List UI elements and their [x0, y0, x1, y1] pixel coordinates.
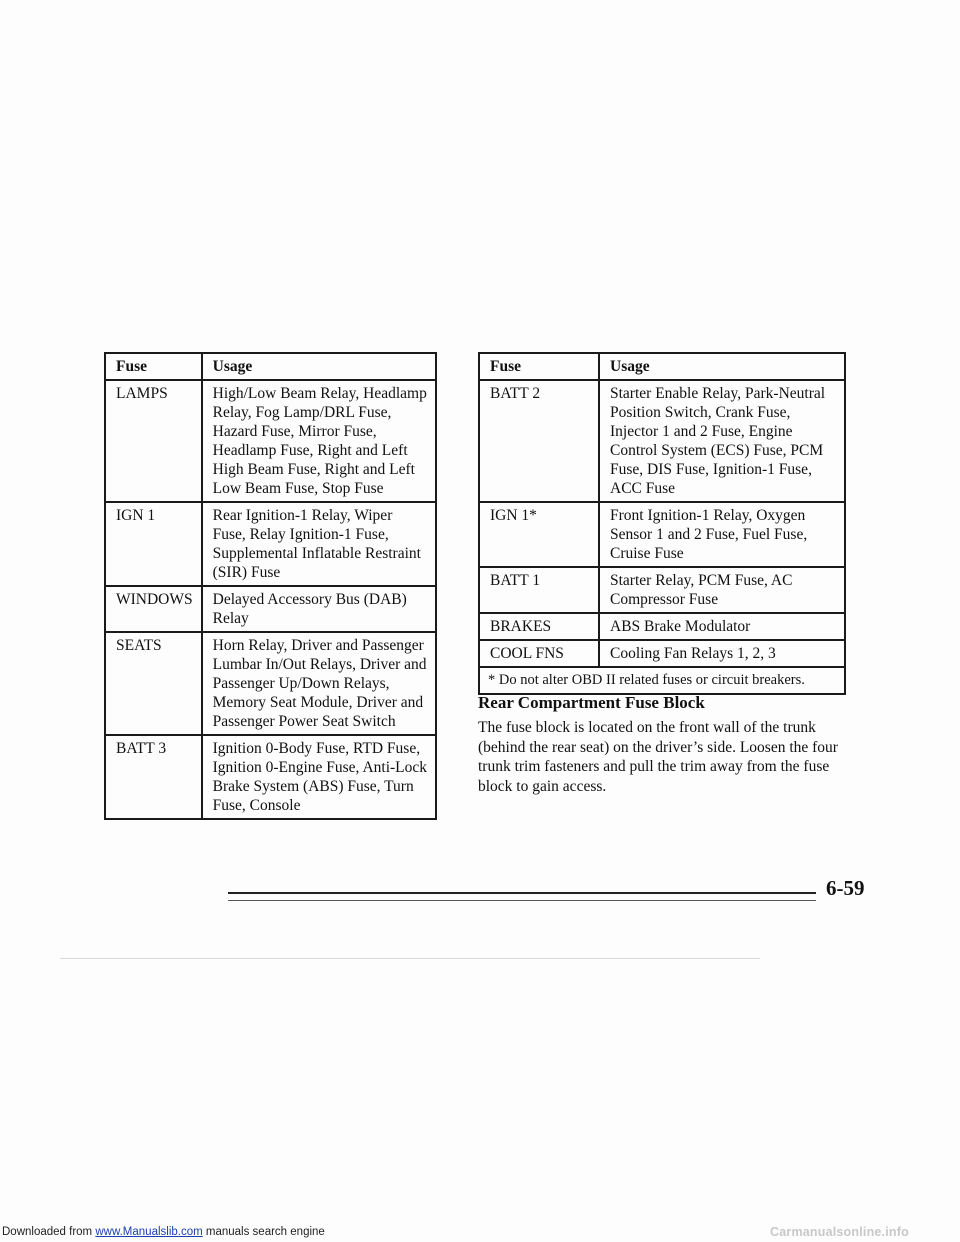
obd-footnote: * Do not alter OBD II related fuses or circuit breakers. — [479, 667, 845, 694]
banner-suffix: manuals search engine — [202, 1226, 325, 1238]
manualslib-link[interactable]: www.Manualslib.com — [95, 1226, 203, 1238]
usage-line: Rear Ignition-1 Relay, Wiper — [212, 507, 393, 524]
usage-line: Sensor 1 and 2 Fuse, Fuel Fuse, — [610, 526, 808, 543]
usage-line: Brake System (ABS) Fuse, Turn — [212, 778, 414, 795]
table-row — [105, 632, 436, 735]
usage-line: Control System (ECS) Fuse, PCM — [610, 442, 824, 459]
fuse-usage-cell — [599, 502, 845, 567]
table-row — [479, 640, 845, 667]
usage-line: Front Ignition-1 Relay, Oxygen — [610, 507, 806, 524]
usage-line: Fuse, DIS Fuse, Ignition-1 Fuse, — [610, 461, 812, 478]
fuse-name-cell: BATT 3 — [105, 735, 202, 819]
table-footnote-row — [479, 667, 845, 694]
usage-line: Ignition 0-Body Fuse, RTD Fuse, — [212, 740, 421, 757]
usage-line: Starter Relay, PCM Fuse, AC — [610, 572, 793, 589]
column-header-fuse: Fuse — [105, 353, 202, 380]
section-heading: Rear Compartment Fuse Block — [478, 693, 705, 712]
column-header-usage: Usage — [202, 353, 436, 380]
table-row — [105, 380, 436, 502]
fuse-table-left — [104, 352, 437, 820]
fuse-name-cell: IGN 1 — [105, 502, 202, 586]
fuse-usage-cell — [202, 632, 436, 735]
usage-line: ABS Brake Modulator — [610, 618, 751, 635]
table-row — [105, 502, 436, 586]
fuse-usage-cell — [202, 380, 436, 502]
usage-line: Lumbar In/Out Relays, Driver and — [212, 656, 427, 673]
usage-line: Delayed Accessory Bus (DAB) — [212, 591, 407, 608]
page-number: 6-59 — [826, 876, 865, 900]
column-header-fuse: Fuse — [479, 353, 599, 380]
usage-line: Position Switch, Crank Fuse, — [610, 404, 791, 421]
usage-line: Hazard Fuse, Mirror Fuse, — [212, 423, 377, 440]
table-header-row — [105, 353, 436, 380]
fuse-usage-cell — [599, 613, 845, 640]
watermark-text: Carmanualsonline.info — [770, 1225, 909, 1239]
fuse-name-cell: BRAKES — [479, 613, 599, 640]
usage-line: Headlamp Fuse, Right and Left — [212, 442, 408, 459]
usage-line: Low Beam Fuse, Stop Fuse — [212, 480, 384, 497]
table-row — [479, 567, 845, 613]
usage-line: High Beam Fuse, Right and Left — [212, 461, 415, 478]
section-body-text: The fuse block is located on the front wall of the trunk (behind the rear seat) on the driver’s side. Loosen the four trunk trim fasteners and pull the trim away from the fuse block to gain access. — [478, 719, 838, 795]
usage-line: Cooling Fan Relays 1, 2, 3 — [610, 645, 776, 662]
usage-line: Compressor Fuse — [610, 591, 719, 608]
table-row — [105, 586, 436, 632]
table-row — [479, 380, 845, 502]
footer-rule — [228, 892, 816, 894]
fuse-usage-cell — [599, 380, 845, 502]
fuse-usage-cell — [202, 586, 436, 632]
usage-line: Passenger Power Seat Switch — [212, 713, 396, 730]
usage-line: ACC Fuse — [610, 480, 676, 497]
fuse-name-cell: BATT 1 — [479, 567, 599, 613]
fuse-name-cell: IGN 1* — [479, 502, 599, 567]
usage-line: High/Low Beam Relay, Headlamp — [212, 385, 427, 402]
table-row — [479, 613, 845, 640]
fuse-name-cell: WINDOWS — [105, 586, 202, 632]
usage-line: Ignition 0-Engine Fuse, Anti-Lock — [212, 759, 428, 776]
usage-line: Fuse, Console — [212, 797, 301, 814]
usage-line: Fuse, Relay Ignition-1 Fuse, — [212, 526, 389, 543]
fuse-usage-cell — [599, 567, 845, 613]
scan-edge-line — [60, 958, 760, 959]
banner-prefix: Downloaded from — [2, 1226, 96, 1238]
usage-line: Relay, Fog Lamp/DRL Fuse, — [212, 404, 392, 421]
column-header-usage: Usage — [599, 353, 845, 380]
fuse-usage-cell — [202, 735, 436, 819]
fuse-name-cell: SEATS — [105, 632, 202, 735]
usage-line: Cruise Fuse — [610, 545, 684, 562]
fuse-name-cell: LAMPS — [105, 380, 202, 502]
usage-line: Horn Relay, Driver and Passenger — [212, 637, 424, 654]
usage-line: Relay — [212, 610, 249, 627]
fuse-table-right — [478, 352, 846, 695]
table-row — [479, 502, 845, 567]
fuse-name-cell: COOL FNS — [479, 640, 599, 667]
fuse-usage-cell — [202, 502, 436, 586]
usage-line: Memory Seat Module, Driver and — [212, 694, 424, 711]
usage-line: (SIR) Fuse — [212, 564, 281, 581]
usage-line: Supplemental Inflatable Restraint — [212, 545, 421, 562]
table-header-row — [479, 353, 845, 380]
fuse-usage-cell — [599, 640, 845, 667]
footer-rule-thin — [228, 900, 816, 901]
usage-line: Passenger Up/Down Relays, — [212, 675, 390, 692]
usage-line: Injector 1 and 2 Fuse, Engine — [610, 423, 793, 440]
table-row — [105, 735, 436, 819]
usage-line: Starter Enable Relay, Park-Neutral — [610, 385, 826, 402]
fuse-name-cell: BATT 2 — [479, 380, 599, 502]
